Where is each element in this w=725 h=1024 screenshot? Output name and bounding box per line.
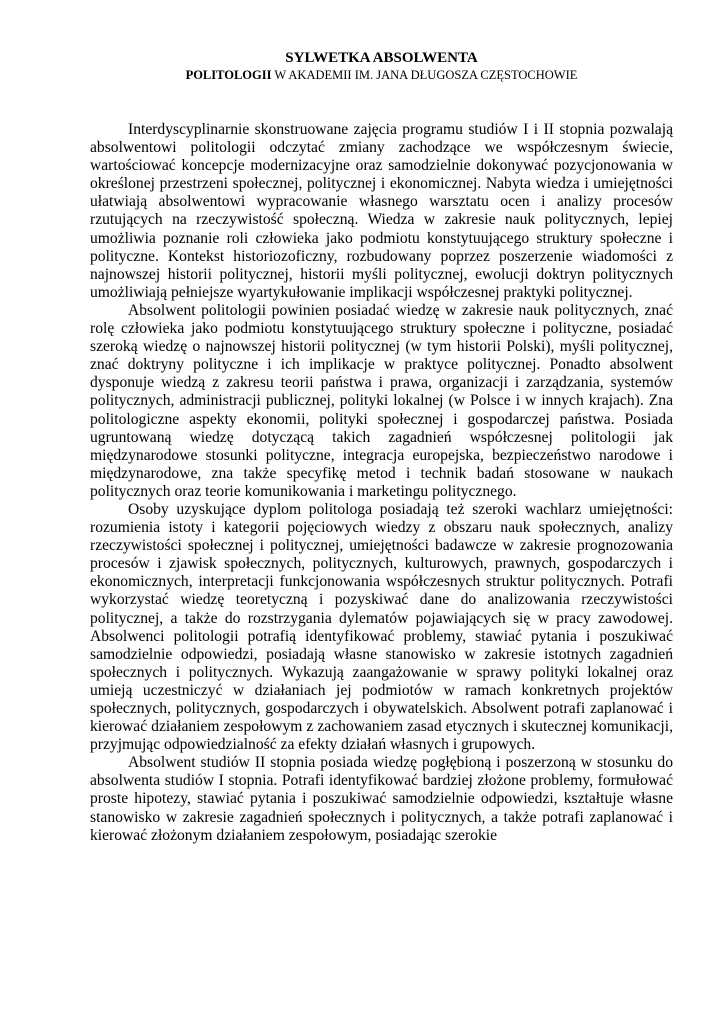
paragraph-4: Absolwent studiów II stopnia posiada wiedzę pogłębioną i poszerzoną w stosunku do absolwenta studiów I stopnia. Potrafi identyfikować bardziej złożone problemy, formułować proste hipotezy, stawiać pytania i poszukiwać samodzielnie odpowiedzi, kształtuje własne stanowisko w zakresie zagadnień społecznych i politycznych, a także potrafi zaplanować i kierować złożonym działaniem zespołowym, posiadając szerokie — [90, 754, 673, 844]
subtitle-institution: W AKADEMII IM. JANA DŁUGOSZA CZĘSTOCHOWIE — [271, 68, 578, 82]
document-page — [90, 49, 673, 845]
paragraph-2: Absolwent politologii powinien posiadać wiedzę w zakresie nauk politycznych, znać rolę człowieka jako podmiotu konstytuującego struktury społeczne i polityczne, posiadać szeroką wiedzę o najnowszej historii politycznej (w tym historii Polski), myśli politycznej, znać doktryny polityczne i ich implikacje w praktyce politycznej. Ponadto absolwent dysponuje wiedzą z zakresu teorii państwa i prawa, organizacji i zarządzania, systemów politycznych, administracji publicznej, polityki lokalnej (w Polsce i w innych krajach). Zna politologiczne aspekty ekonomii, polityki społecznej i gospodarczej państwa. Posiada ugruntowaną wiedzę dotyczącą takich zagadnień współczesnej politologii jak międzynarodowe stosunki polityczne, integracja europejska, bezpieczeństwo narodowe i międzynarodowe, zna także specyfikę metod i technik badań stosowane w naukach politycznych oraz teorie komunikowania i marketingu politycznego. — [90, 301, 673, 500]
paragraph-1: Interdyscyplinarnie skonstruowane zajęcia programu studiów I i II stopnia pozwalają absolwentowi politologii odczytać zmiany zachodzące we współczesnym świecie, wartościować koncepcje modernizacyjne oraz samodzielnie dokonywać pozycjonowania w określonej przestrzeni społecznej, politycznej i ekonomicznej. Nabyta wiedza i umiejętności ułatwiają absolwentowi wypracowanie własnego warsztatu ocen i analizy procesów rzutujących na rzeczywistość społeczną. Wiedza w zakresie nauk politycznych, lepiej umożliwia poznanie roli człowieka jako podmiotu konstytuującego struktury społeczne i polityczne. Kontekst historiozoficzny, rozbudowany poprzez poszerzenie wiadomości z najnowszej historii politycznej, historii myśli politycznej, ewolucji doktryn politycznych umożliwiają pełniejsze wyartykułowanie implikacji współczesnej praktyki politycznej. — [90, 121, 673, 301]
subtitle-major: POLITOLOGII — [185, 68, 272, 82]
paragraph-3: Osoby uzyskujące dyplom politologa posiadają też szeroki wachlarz umiejętności: rozumienia istoty i kategorii pojęciowych wiedzy z obszaru nauk społecznych, analizy rzeczywistości społecznej i politycznej, umiejętności badawcze w zakresie prognozowania procesów i zjawisk społecznych, politycznych, kulturowych, prawnych, gospodarczych i ekonomicznych, interpretacji funkcjonowania współczesnych struktur politycznych. Potrafi wykorzystać wiedzę teoretyczną i pozyskiwać dane do analizowania rzeczywistości politycznej, a także do rozstrzygania dylematów pojawiających się w pracy zawodowej. Absolwenci politologii potrafią identyfikować problemy, stawiać pytania i poszukiwać samodzielnie odpowiedzi, posiadają własne stanowisko w zakresie istotnych zagadnień społecznych i politycznych. Wykazują zaangażowanie w sprawy polityki lokalnej oraz umieją uczestniczyć w działaniach jej podmiotów w ramach konkretnych projektów społecznych, politycznych, gospodarczych i obywatelskich. Absolwent potrafi zaplanować i kierować działaniem zespołowym z zachowaniem zasad etycznych i skutecznej komunikacji, przyjmując odpowiedzialność za efekty działań własnych i grupowych. — [90, 500, 673, 754]
document-body — [90, 121, 673, 845]
document-title: SYLWETKA ABSOLWENTA — [285, 50, 478, 66]
document-subtitle — [90, 67, 673, 83]
